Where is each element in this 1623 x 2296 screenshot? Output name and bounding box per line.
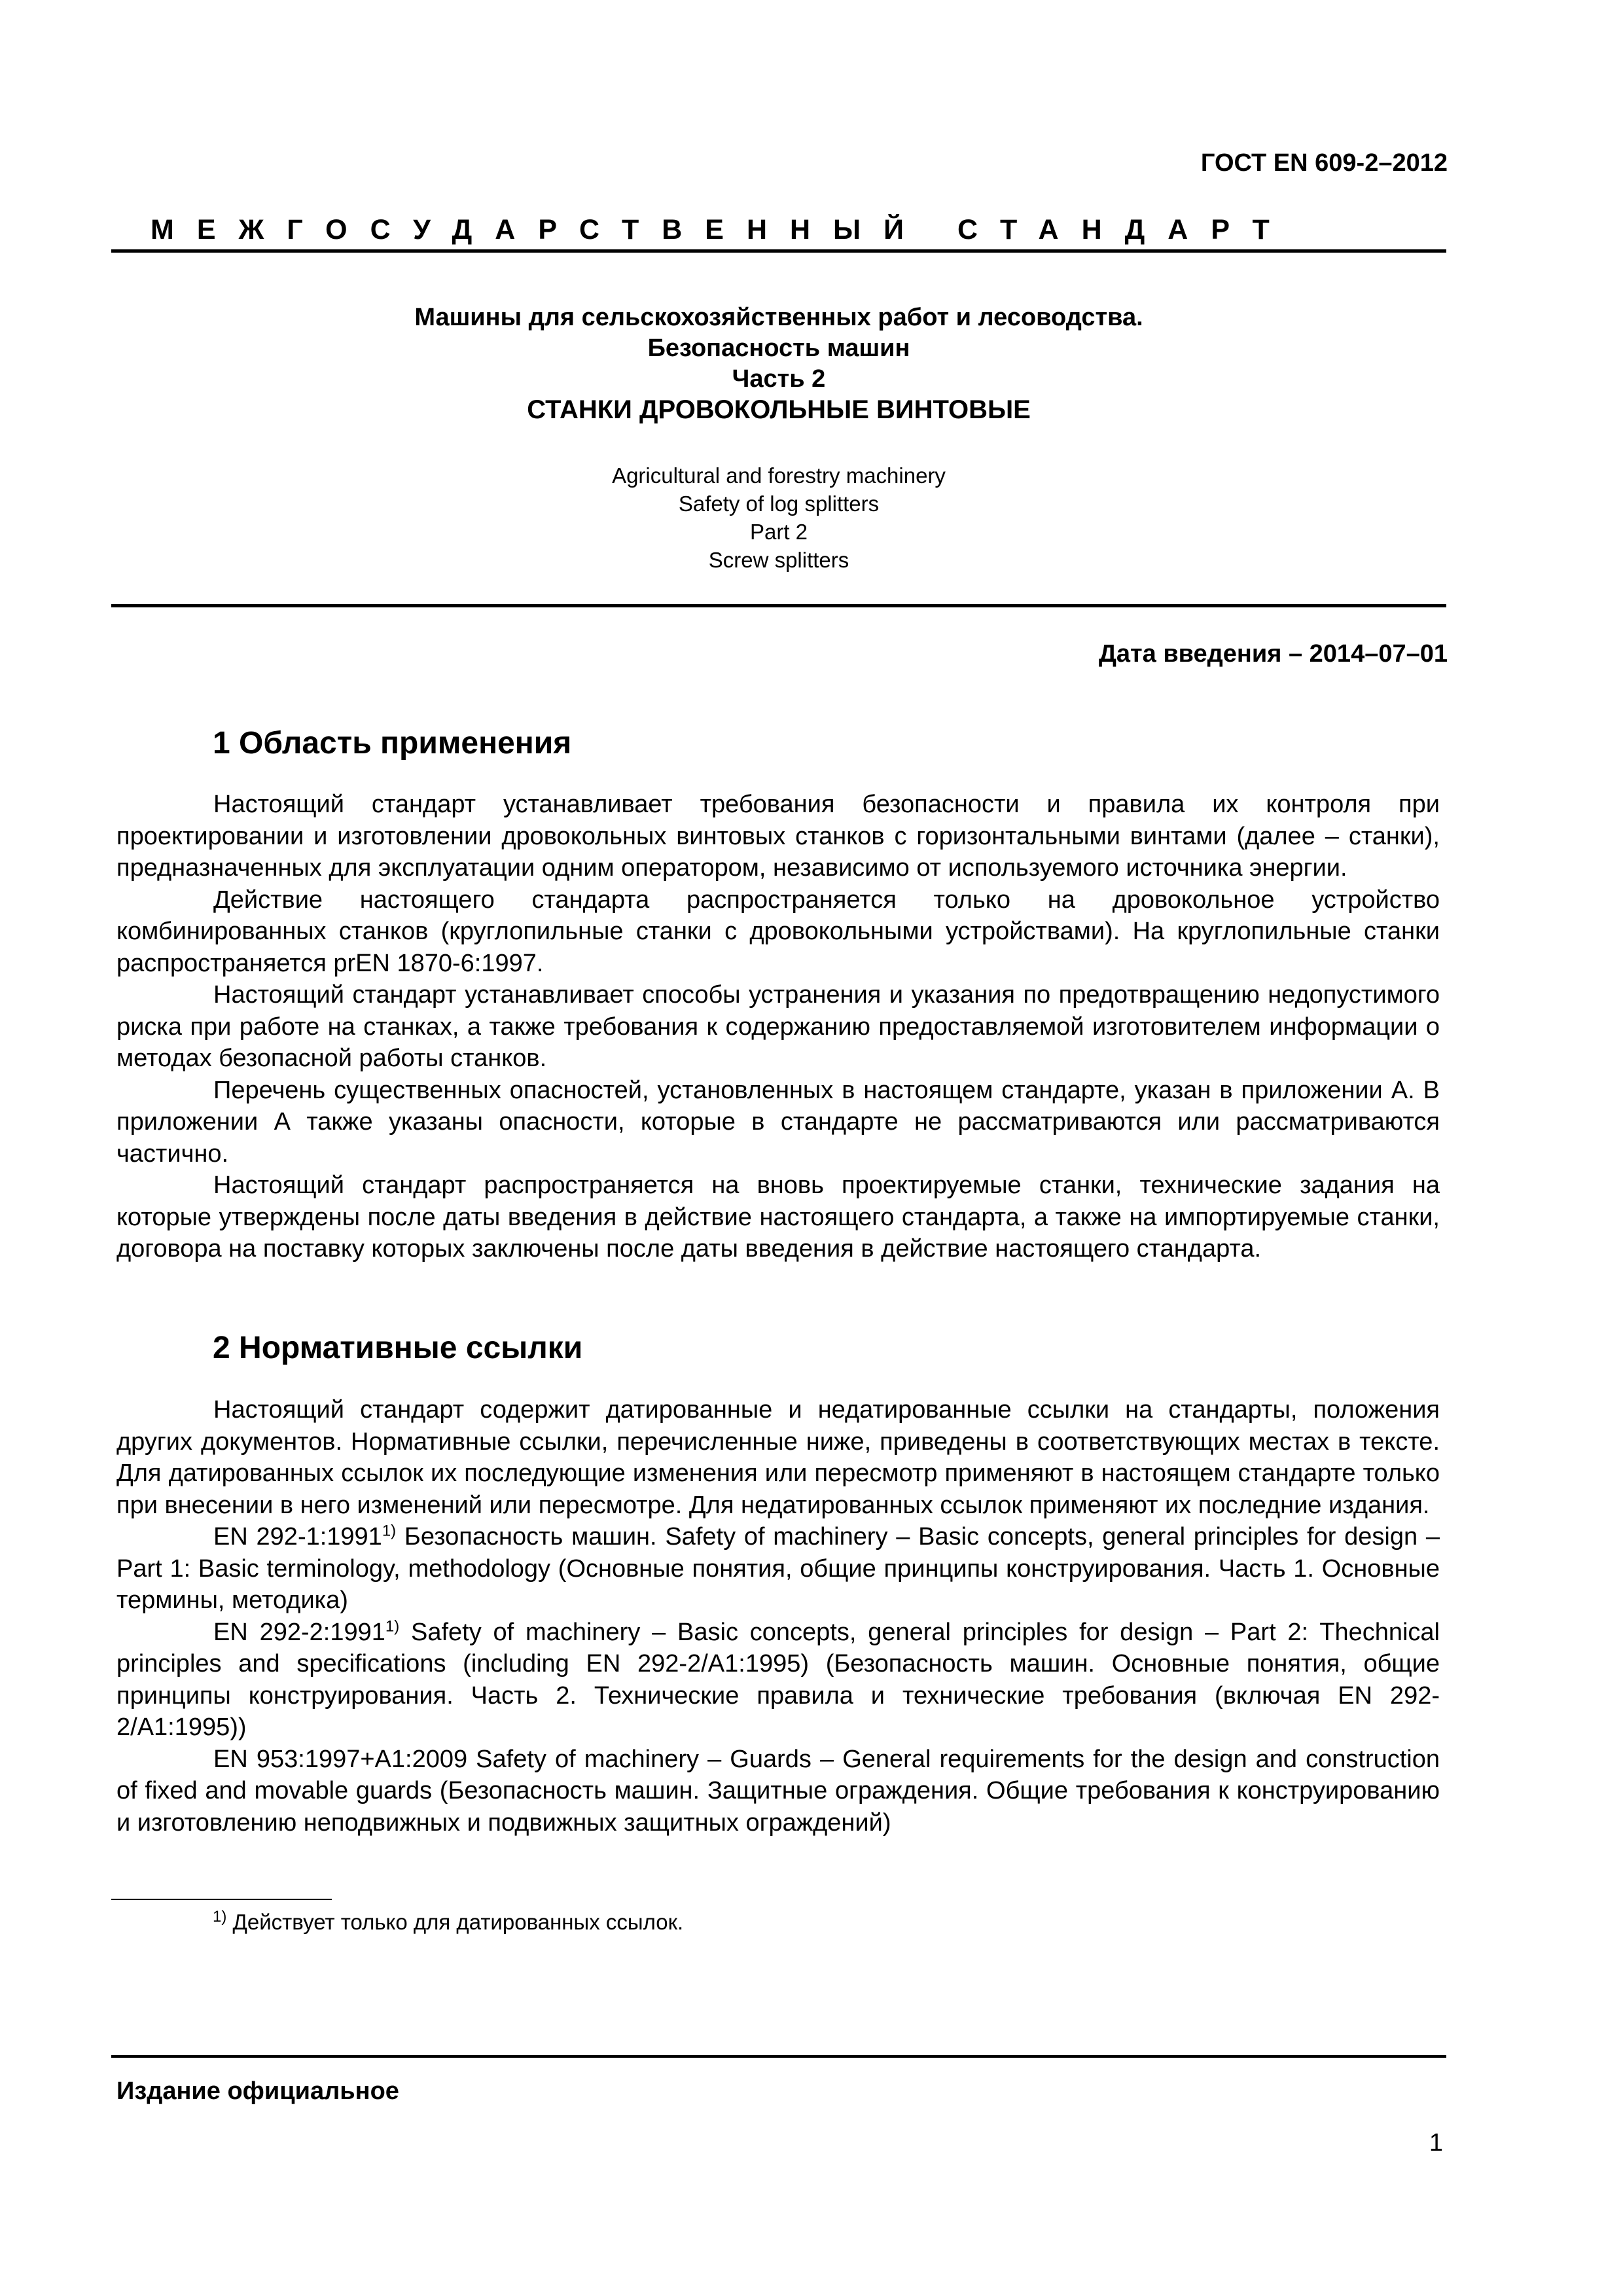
- header-rule: [111, 249, 1446, 253]
- reference-item: [116, 1617, 1440, 1744]
- english-title-line-1: Agricultural and forestry machinery: [612, 463, 946, 488]
- english-title-line-2: Safety of log splitters: [678, 492, 880, 516]
- footnote-rule: [111, 1899, 332, 1900]
- reference-item: [116, 1521, 1440, 1617]
- section-1-paragraph: Действие настоящего стандарта распространяется только на дровокольное устройство комбинированных станков (круглопильные станки с дровокольными устройствами). На круглопильные станки распространяется prEN 1870-6:1997.: [116, 886, 1440, 977]
- page-number: 1: [1429, 2129, 1443, 2157]
- english-title-line-4: Screw splitters: [708, 548, 849, 572]
- footnote: [213, 1910, 683, 1935]
- title-line-2: Безопасность машин: [647, 334, 910, 362]
- section-1-heading: 1 Область применения: [213, 726, 572, 761]
- section-1-paragraph: Настоящий стандарт распространяется на вновь проектируемые станки, технические задания на которые утверждены после даты введения в действие настоящего стандарта, а также на импортируемые станки, договора на поставку которых заключены после даты введения в действие настоящего стандарта.: [116, 1172, 1440, 1263]
- english-title-line-3: Part 2: [749, 520, 808, 544]
- official-edition-label: Издание официальное: [116, 2077, 399, 2105]
- footnote-text: Действует только для датированных ссылок.: [226, 1910, 684, 1934]
- introduction-date: Дата введения – 2014–07–01: [1098, 640, 1448, 668]
- reference-text: Safety of machinery – Basic concepts, general principles for design – Part 2: Thechnical principles and specifications (including EN 292-2/A1:1995) (Безопасность машин. Основные понятия, общие принципы конструирования. Часть 2. Технические правила и технические требования (включая EN 292-2/A1:1995)): [116, 1618, 1440, 1741]
- section-1-paragraph: Настоящий стандарт устанавливает требования безопасности и правила их контроля при проектировании и изготовлении дровокольных винтовых станков с горизонтальными винтами (далее – станки), предназначенных для эксплуатации одним оператором, независимо от используемого источника энергии.: [116, 791, 1440, 882]
- document-title: [111, 302, 1446, 425]
- reference-item: EN 953:1997+A1:2009 Safety of machinery – Guards – General requirements for the design and construction of fixed and movable guards (Безопасность машин. Защитные ограждения. Общие требования к конструированию и изготовлению неподвижных и подвижных защитных ограждений): [116, 1745, 1440, 1837]
- footnote-marker: 1): [385, 1617, 400, 1635]
- section-2-heading: 2 Нормативные ссылки: [213, 1331, 583, 1365]
- section-2-intro: Настоящий стандарт содержит датированные и недатированные ссылки на стандарты, положения других документов. Нормативные ссылки, перечисленные ниже, приведены в соответствующих местах в тексте. Для датированных ссылок их последующие изменения или пересмотр применяют в настоящем стандарте только при внесении в него изменений или пересмотре. Для недатированных ссылок применяют их последние издания.: [116, 1396, 1440, 1519]
- title-line-1: Машины для сельскохозяйственных работ и лесоводства.: [414, 304, 1143, 331]
- footnote-marker: 1): [382, 1522, 397, 1540]
- section-1-paragraph: Настоящий стандарт устанавливает способы устранения и указания по предотвращению недопустимого риска при работе на станках, а также требования к содержанию предоставляемой изготовителем информации о методах безопасной работы станков.: [116, 981, 1440, 1072]
- footnote-marker: 1): [213, 1908, 227, 1926]
- title-rule: [111, 604, 1446, 607]
- footer-rule: [111, 2055, 1446, 2058]
- title-line-3: Часть 2: [732, 365, 826, 393]
- reference-code: EN 292-1:1991: [213, 1523, 382, 1551]
- reference-text: Безопасность машин. Safety of machinery – Basic concepts, general principles for design – Part 1: Basic terminology, methodology (Основные понятия, общие принципы конструирования. Часть 1. Основные термины, методика): [116, 1523, 1440, 1614]
- standard-code: ГОСТ EN 609-2–2012: [1200, 149, 1448, 177]
- english-title: [111, 461, 1446, 574]
- reference-code: EN 292-2:1991: [213, 1618, 385, 1646]
- section-1-paragraph: Перечень существенных опасностей, установленных в настоящем стандарте, указан в приложении А. В приложении А также указаны опасности, которые в стандарте не рассматриваются или рассматриваются частично.: [116, 1076, 1440, 1168]
- title-line-4: СТАНКИ ДРОВОКОЛЬНЫЕ ВИНТОВЫЕ: [527, 395, 1031, 424]
- section-2-body: [116, 1394, 1440, 1839]
- standard-type-banner: МЕЖГОСУДАРСТВЕННЫЙ СТАНДАРТ: [151, 214, 1293, 245]
- section-1-body: [116, 789, 1440, 1265]
